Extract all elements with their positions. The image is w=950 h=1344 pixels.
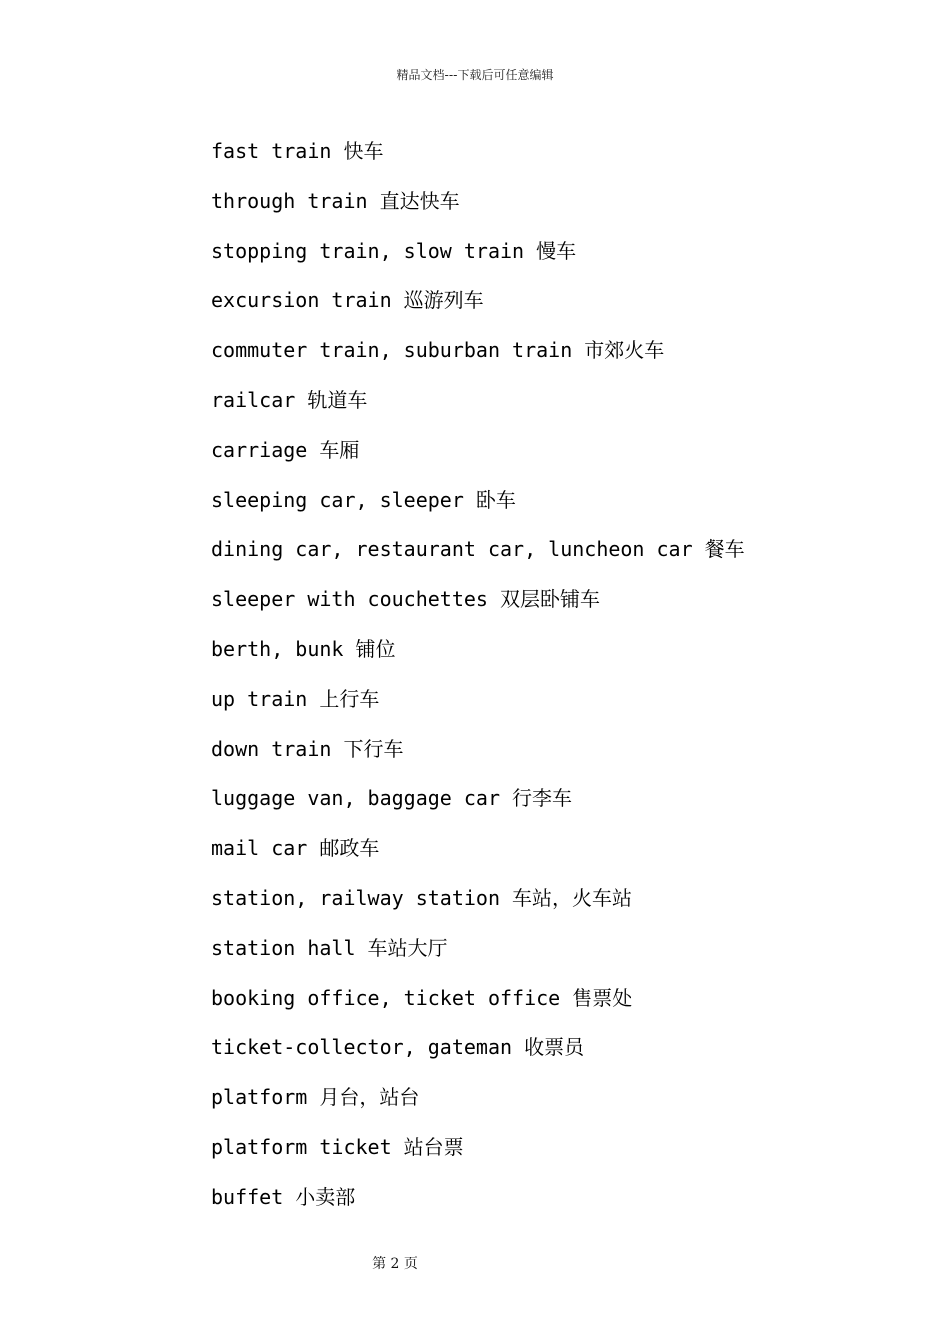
vocabulary-entry: mail car 邮政车 — [211, 836, 380, 861]
vocabulary-entry: through train 直达快车 — [211, 188, 460, 213]
vocabulary-entry: stopping train, slow train 慢车 — [211, 238, 577, 263]
vocabulary-entry: sleeper with couchettes 双层卧铺车 — [211, 587, 600, 612]
vocabulary-entry: platform 月台，站台 — [211, 1085, 420, 1110]
vocabulary-entry: down train 下行车 — [211, 736, 404, 761]
vocabulary-entry: excursion train 巡游列车 — [211, 288, 484, 313]
vocabulary-entry: platform ticket 站台票 — [211, 1134, 464, 1159]
vocabulary-entry: fast train 快车 — [211, 139, 384, 163]
vocabulary-entry: luggage van, baggage car 行李车 — [211, 786, 573, 811]
page-header: 精品文档---下载后可任意编辑 — [396, 68, 554, 82]
vocabulary-entry: ticket-collector, gateman 收票员 — [211, 1035, 585, 1060]
vocabulary-entry: buffet 小卖部 — [211, 1184, 356, 1209]
vocabulary-entry: berth, bunk 铺位 — [211, 636, 396, 661]
vocabulary-entry: dining car, restaurant car, luncheon car 餐车 — [211, 537, 745, 562]
vocabulary-entry: sleeping car, sleeper 卧车 — [211, 487, 516, 512]
vocabulary-entry: station, railway station 车站，火车站 — [211, 885, 633, 910]
page-number: 第 2 页 — [372, 1256, 418, 1272]
vocabulary-entry: carriage 车厢 — [211, 437, 360, 462]
vocabulary-entry: up train 上行车 — [211, 686, 380, 711]
vocabulary-list — [211, 136, 745, 1232]
vocabulary-entry: station hall 车站大厅 — [211, 935, 448, 960]
vocabulary-entry: booking office, ticket office 售票处 — [211, 985, 633, 1010]
vocabulary-entry: commuter train, suburban train 市郊火车 — [211, 338, 665, 363]
vocabulary-entry: railcar 轨道车 — [211, 387, 368, 412]
